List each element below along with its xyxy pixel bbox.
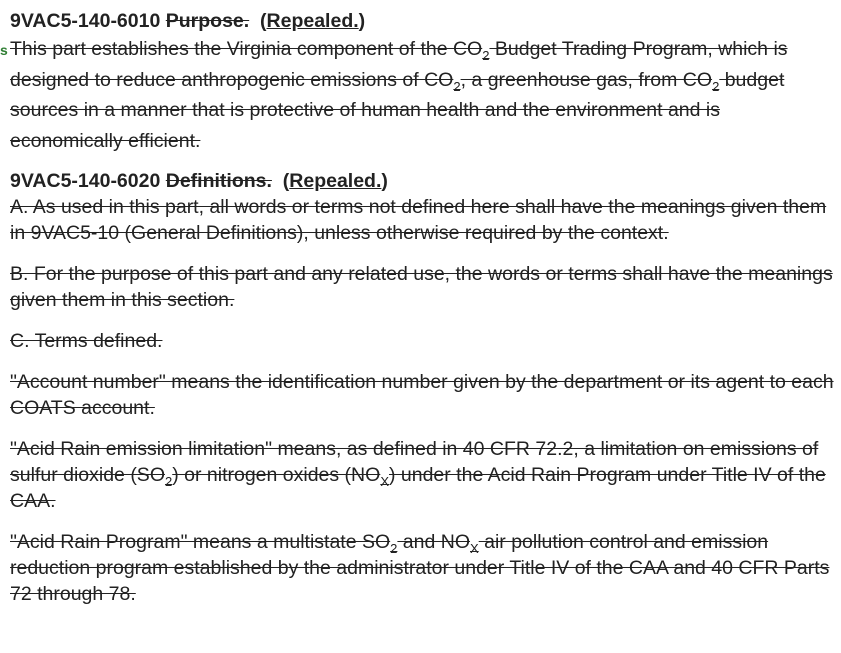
definition-paragraph-a: A. As used in this part, all words or terms not defined here shall have the meanings given them in 9VAC5-10 (General Definitions), unless otherwise required by the context. xyxy=(10,196,827,244)
section-code: 9VAC5-140-6020 xyxy=(10,170,161,192)
definition-paragraph-b: B. For the purpose of this part and any related use, the words or terms shall have the meanings given them in this section. xyxy=(10,263,833,311)
section-title-struck: Purpose. xyxy=(165,10,250,32)
regulation-document xyxy=(10,8,835,607)
definition-account-number: "Account number" means the identification number given by the department or its agent to each COATS account. xyxy=(10,371,834,419)
definition-acid-rain-emission-limitation: "Acid Rain emission limitation" means, as defined in 40 CFR 72.2, a limitation on emissions of sulfur dioxide $(SO_2)$ or nitrogen oxides $(NO_X)$ under the Acid Rain Program under Title IV of the CAA. xyxy=(10,438,826,512)
definition-paragraph-c: C. Terms defined. xyxy=(10,330,163,352)
purpose-paragraph: This part establishes the Virginia component of the $CO_2$ Budget Trading Program, which is designed to reduce anthropogenic emissions of $CO_2$, a greenhouse gas, from $CO_2$ budget sources in a manner that is protective of human health and the environment and is economically efficient. xyxy=(10,38,788,152)
repealed-link[interactable]: Repealed. xyxy=(289,170,382,192)
section-heading-6010: 9VAC5-140-6010 Purpose. (Repealed.) xyxy=(10,10,366,32)
definition-acid-rain-program: "Acid Rain Program" means a multistate $SO_2$ and $NO_X$ air pollution control and emission reduction program established by the administrator under Title IV of the CAA and 40 CFR Parts 72 through 78. xyxy=(10,531,830,605)
section-heading-6020: 9VAC5-140-6020 Definitions. (Repealed.) xyxy=(10,170,388,192)
repealed-link[interactable]: Repealed. xyxy=(266,10,359,32)
margin-marker: s xyxy=(0,42,8,58)
section-code: 9VAC5-140-6010 xyxy=(10,10,161,32)
section-title-struck: Definitions. xyxy=(165,170,272,192)
